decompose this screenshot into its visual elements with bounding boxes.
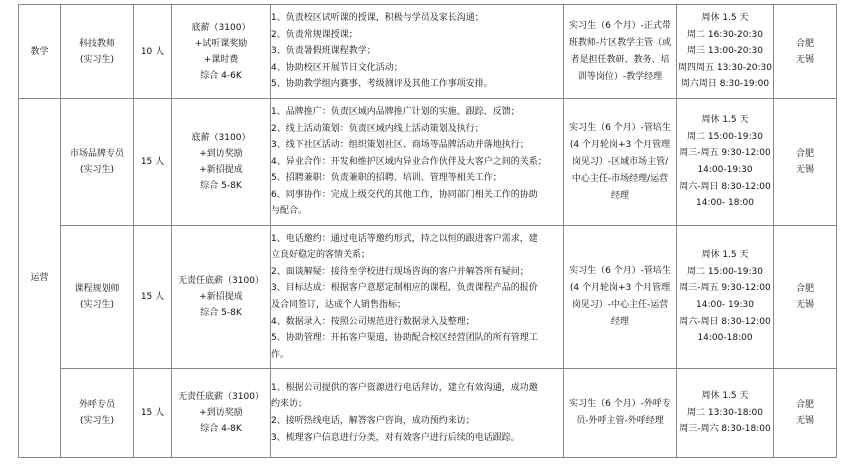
hours-cell: 周休 1.5 天 周二 15:00-19:30 周三-周五 9:30-12:00 14:00-19:30 周六-周日 8:30-12:00 14:00- 18:00: [677, 99, 774, 226]
duties-cell: 1、电话邀约：通过电话等邀约形式，持之以恒的跟进客户需求，建 立良好稳定的客情关系； 2、面谈解疑：接待至学校进行现场咨询的客户并解答所有疑问； 3、目标达成：根据客户意愿定制相应的课程，负责课程产品的报价 及合同签订，达成个人销售指标； 4、数据录入：按照公司规范进行数据录入及整理； 5、协助管理：开拓客户渠道，协助配合校区经营团队的所有管理工 作。: [271, 226, 564, 369]
location-cell: 合肥 无锡: [774, 5, 837, 99]
duties-cell: 1、品牌推广：负责区域内品牌推广计划的实施、跟踪、反馈； 2、线上活动策划：负责区域内线上活动策划及执行； 3、线下社区活动：组织策划社区、商场等品牌活动并落地执行； 4、异业合作：开发和维护区域内异业合作伙伴及大客户之间的关系； 5、招聘兼职：负责兼职的招聘、培训、管理等相关工作； 6、同事协作：完成上级交代的其他工作，协同部门相关工作的协助 与配合。: [271, 99, 564, 226]
position-cell: 科技教师 (实习生): [61, 5, 134, 99]
headcount-cell: 15 人: [134, 369, 172, 458]
career-path-cell: 实习生（6 个月）-管培生 (4 个月轮岗+3 个月管理 岗见习）-区域市场主管/ 中心主任-市场经理/运营 经理: [564, 99, 677, 226]
career-path-cell: 实习生（6 个月）-外呼专 员-外呼主管-外呼经理: [564, 369, 677, 458]
salary-cell: 无责任底薪（3100） +新招提成 综合 5-8K: [172, 226, 271, 369]
salary-cell: 底薪（3100） +到访奖励 +新招提成 综合 5-8K: [172, 99, 271, 226]
dept-cell: 运营: [19, 99, 61, 458]
location-cell: 合肥 无锡: [774, 226, 837, 369]
table-row: [19, 99, 837, 226]
position-cell: 课程规划师 (实习生): [61, 226, 134, 369]
location-cell: 合肥 无锡: [774, 99, 837, 226]
hours-cell: 周休 1.5 天 周二 13:30-18:00 周三-周六 8:30-18:00: [677, 369, 774, 458]
duties-cell: 1、负责校区试听课的授课，积极与学员及家长沟通； 2、负责常规课授课； 3、负责暑假班课程教学； 4、协助校区开展节日文化活动； 5、协助教学组内赛事、考级测评及其他工作事项安排。: [271, 5, 564, 99]
headcount-cell: 15 人: [134, 226, 172, 369]
recruitment-table: [18, 4, 837, 458]
headcount-cell: 10 人: [134, 5, 172, 99]
dept-cell: 教学: [19, 5, 61, 99]
salary-cell: 底薪（3100） +试听课奖励 +课时费 综合 4-6K: [172, 5, 271, 99]
career-path-cell: 实习生（6 个月）-管培生 (4 个月轮岗+3 个月管理 岗见习）-中心主任-运营 经理: [564, 226, 677, 369]
hours-cell: 周休 1.5 天 周二 16:30-20:30 周三 13:00-20:30 周四周五 13:30-20:30 周六周日 8:30-19:00: [677, 5, 774, 99]
table-row: [19, 5, 837, 99]
position-cell: 外呼专员 (实习生): [61, 369, 134, 458]
location-cell: 合肥 无锡: [774, 369, 837, 458]
career-path-cell: 实习生（6 个月）-正式带 班教师-片区教学主管（或 者是担任教研、教务、培 训等岗位）-教学经理: [564, 5, 677, 99]
salary-cell: 无责任底薪（3100） +到访奖励 综合 4-8K: [172, 369, 271, 458]
duties-cell: 1、根据公司提供的客户资源进行电话拜访，建立有效沟通，成功邀 约来访； 2、接听热线电话，解答客户咨询，成功预约来访； 3、梳理客户信息进行分类，对有效客户进行后续的电话跟踪。: [271, 369, 564, 458]
table-row: [19, 226, 837, 369]
position-cell: 市场品牌专员 (实习生): [61, 99, 134, 226]
hours-cell: 周休 1.5 天 周二 15:00-19:30 周三-周五 9:30-12:00 14:00- 19:30 周六-周日 8:30-12:00 14:00-18:00: [677, 226, 774, 369]
table-row: [19, 369, 837, 458]
headcount-cell: 15 人: [134, 99, 172, 226]
